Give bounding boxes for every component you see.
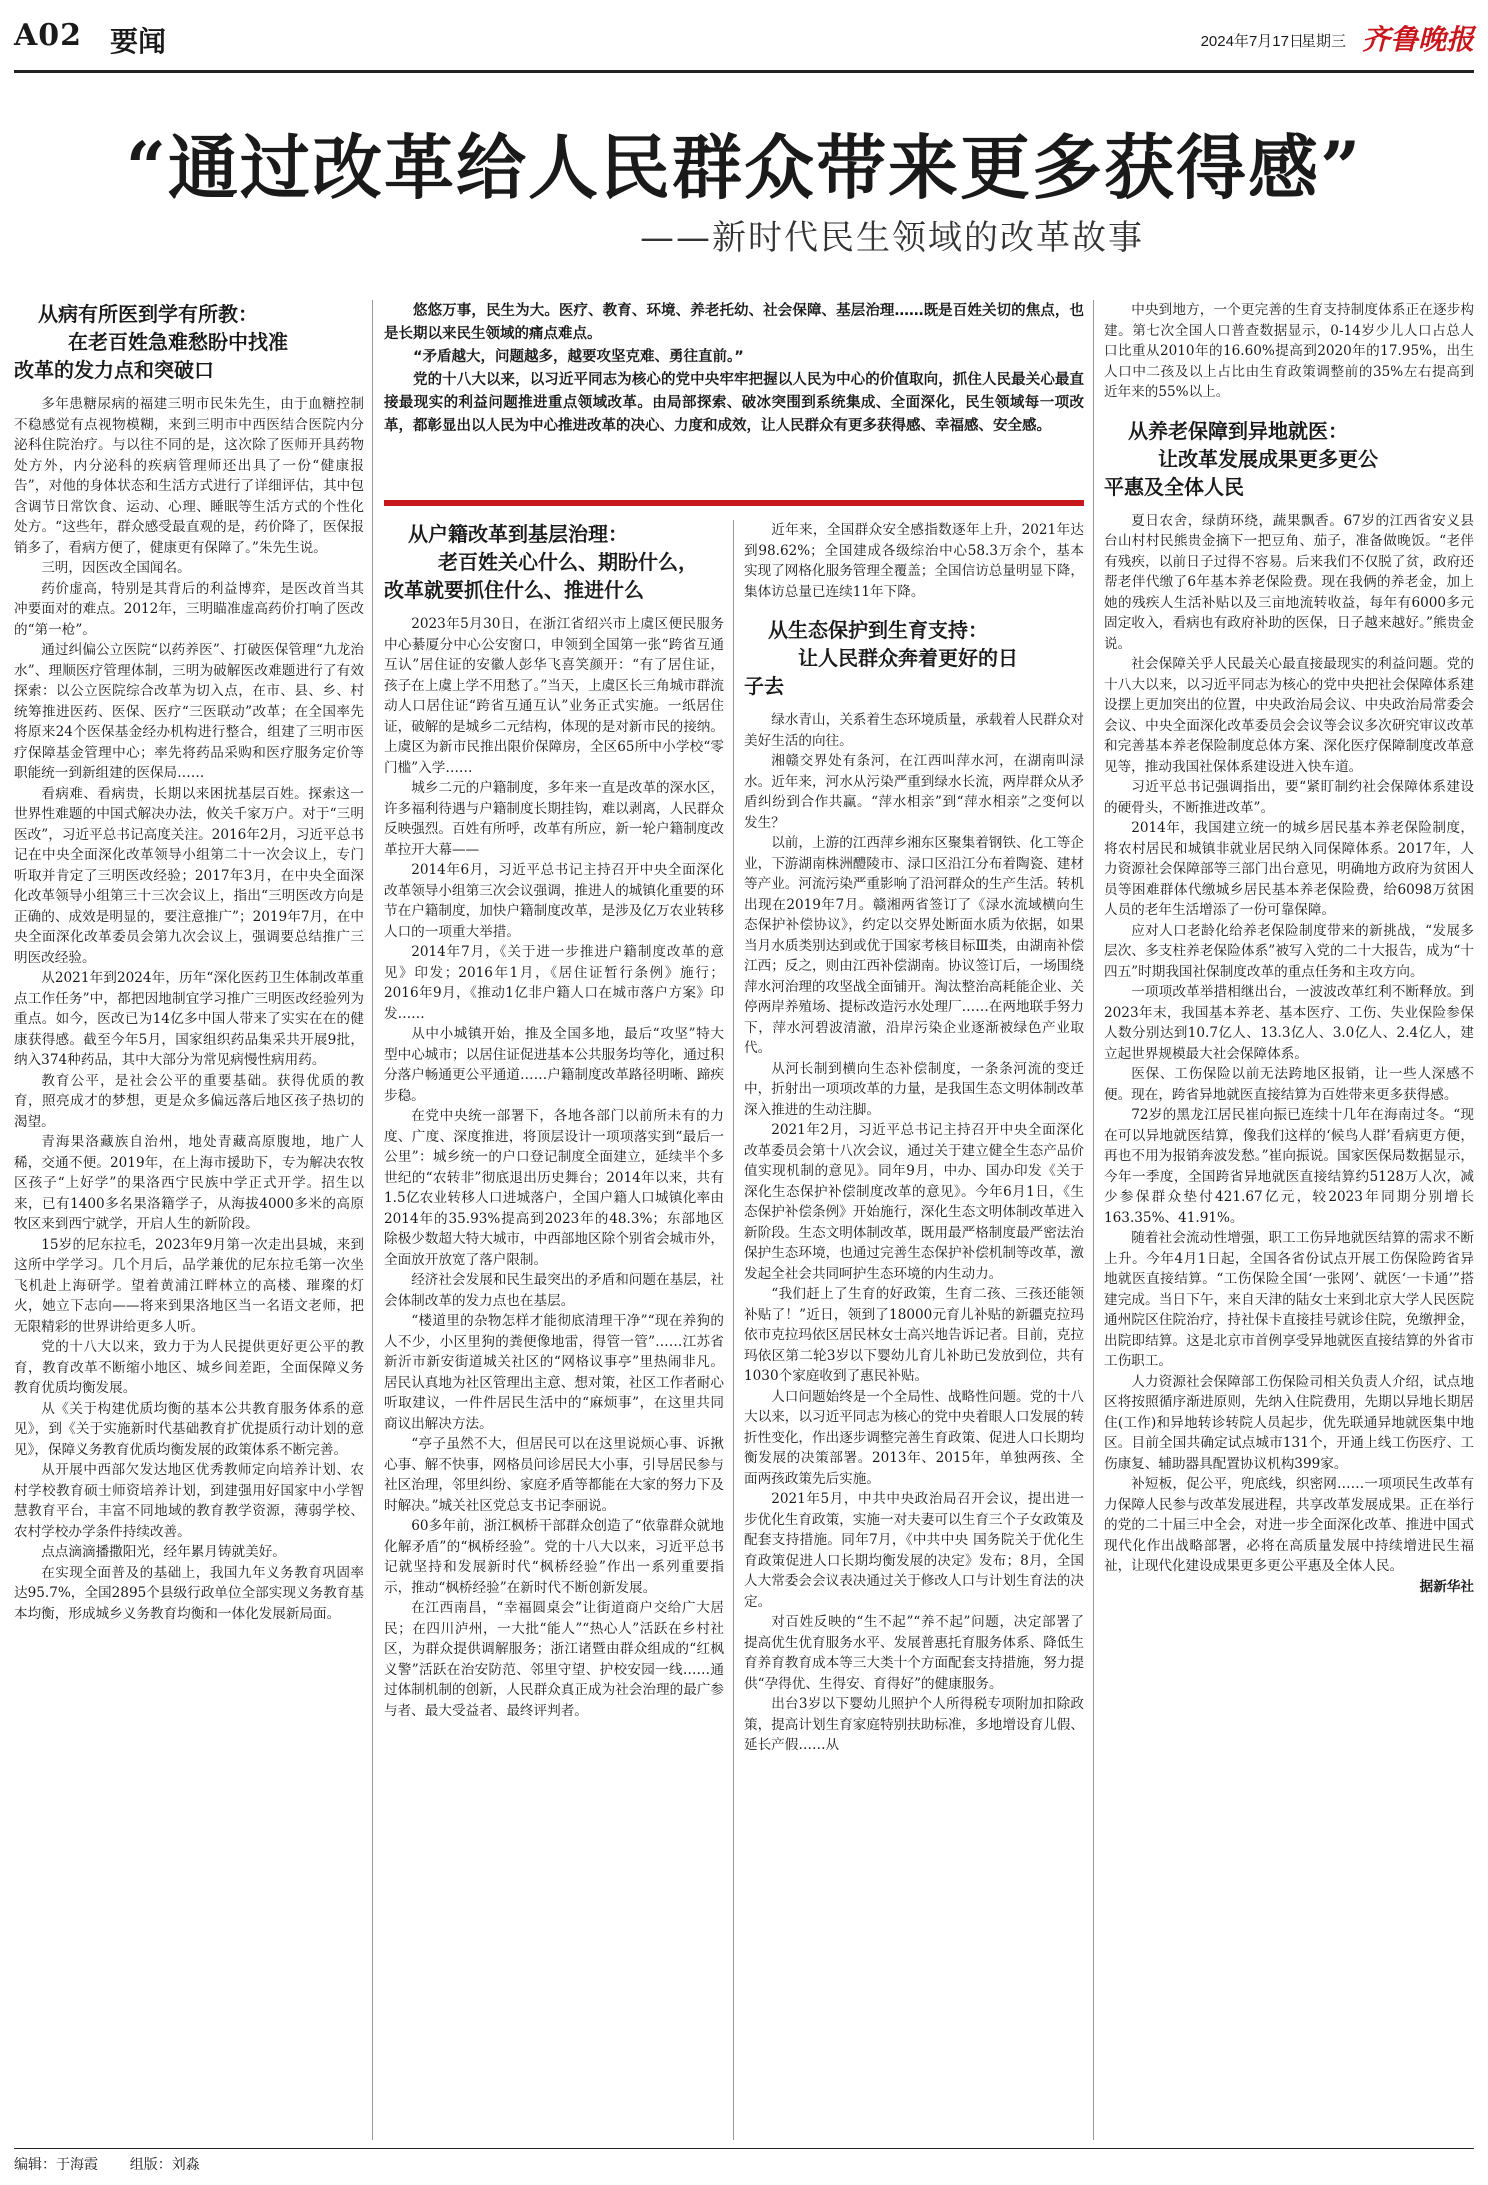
paragraph: 党的十八大以来，致力于为人民提供更好更公平的教育，教育改革不断缩小地区、城乡间差距，全面保障义务教育优质均衡发展。 xyxy=(14,1339,364,1396)
column-1 xyxy=(14,300,364,2140)
issue-weekday: 星期三 xyxy=(1300,33,1346,50)
column-2 xyxy=(384,520,724,2140)
paragraph: 一项项改革举措相继出台，一波波改革红利不断释放。到2023年末，我国基本养老、基本医疗、工伤、失业保险参保人数分别达到10.7亿人、13.3亿人、3.0亿人、2.4亿人，建立起世界规模最大社会保障体系。 xyxy=(1104,984,1474,1062)
paragraph: 通过纠偏公立医院“以药养医”、打破医保管理“九龙治水”、理顺医疗管理体制，三明为破解医改难题进行了有效探索：以公立医院综合改革为切入点，在市、县、乡、村统筹推进医药、医保、医疗“三医联动”改革；在全国率先将原来24个医保基金经办机构进行整合，组建了三明市医疗保障基金管理中心；率先将药品采购和医疗服务定价等职能统一到新组建的医保局…… xyxy=(14,642,364,781)
paragraph: “楼道里的杂物怎样才能彻底清理干净”“现在养狗的人不少，小区里狗的粪便像地雷，得管一管”……江苏省新沂市新安街道城关社区的“网格议事亭”里热闹非凡。居民认真地为社区管理出主意、想对策，社区工作者耐心听取建议，一件件居民生活中的“麻烦事”，在这里共同商议出解决方法。 xyxy=(384,1313,724,1432)
editor-credit: 编辑：于海霞 xyxy=(14,2156,98,2172)
paragraph: 多年患糖尿病的福建三明市民朱先生，由于血糖控制不稳感觉有点视物模糊，来到三明市中西医结合医院内分泌科住院治疗。与以往不同的是，这次除了医师开具药物处方外，内分泌科的疾病管理师还出具了一份“健康报告”，对他的身体状态和生活方式进行了详细评估，其中包含调节日常饮食、运动、心理、睡眠等生活方式的个性化处方。“这些年，群众感受最直观的是，药价降了，医保报销多了，看病方便了，健康更有保障了。”朱先生说。 xyxy=(14,396,364,556)
paragraph: 党的十八大以来，以习近平同志为核心的党中央牢牢把握以人民为中心的价值取向，抓住人民最关心最直接最现实的利益问题推进重点领域改革。由局部探索、破冰突围到系统集成、全面深化，民生领域每一项改革，都彰显出以人民为中心推进改革的决心、力度和成效，让人民群众有更多获得感、幸福感、安全感。 xyxy=(384,372,1084,434)
column-divider xyxy=(372,300,373,2140)
paragraph: 2021年2月，习近平总书记主持召开中央全面深化改革委员会第十八次会议，通过关于建立健全生态产品价值实现机制的意见》。同年9月，中办、国办印发《关于深化生态保护补偿制度改革的意见》。今年6月1日，《生态保护补偿条例》开始施行，深化生态文明体制改革进入新阶段。生态文明体制改革，既用最严格制度最严密法治保护生态环境，也通过完善生态保护补偿机制等改革，激发起全社会共同呵护生态环境的内生动力。 xyxy=(744,1122,1084,1282)
masthead xyxy=(14,8,1474,68)
paragraph: 随着社会流动性增强，职工工伤异地就医结算的需求不断上升。今年4月1日起，全国各省份试点开展工伤保险跨省异地就医直接结算。“工伤保险全国‘一张网’、就医‘一卡通’”搭建完成。当日下午，来自天津的陆女士来到北京大学人民医院通州院区住院治疗，持社保卡直接挂号就诊住院，免缴押金，出院即结算。这是北京市首例享受异地就医直接结算的外省市工伤职工。 xyxy=(1104,1230,1474,1369)
section-title-household-governance: 从户籍改革到基层治理： 老百姓关心什么、期盼什么， 改革就要抓住什么、推进什么 xyxy=(384,522,698,602)
article-paragraphs xyxy=(1104,300,1474,403)
paragraph: 人口问题始终是一个全局性、战略性问题。党的十八大以来，以习近平同志为核心的党中央着眼人口发展的转折性变化，作出逐步调整完善生育政策、促进人口长期均衡发展的决策部署。2013年、2015年，单独两孩、全面两孩政策先后实施。 xyxy=(744,1388,1084,1487)
paragraph: 中央到地方，一个更完善的生育支持制度体系正在逐步构建。第七次全国人口普查数据显示，0-14岁少儿人口占总人口比重从2010年的16.60%提高到2020年的17.95%，出生人口中二孩及以上占比由生育政策调整前的35%左右提高到近年来的55%以上。 xyxy=(1104,302,1474,400)
paragraph: 2014年，我国建立统一的城乡居民基本养老保险制度，将农村居民和城镇非就业居民纳入同保障体系。2017年，人力资源社会保障部等三部门出台意见，明确地方政府为贫困人员等困难群体代缴城乡居民基本养老保险费，给6098万贫困人员的老年生活增添了一份可靠保障。 xyxy=(1104,820,1474,918)
paragraph: 药价虚高，特别是其背后的利益博弈，是医改首当其冲要面对的难点。2012年，三明瞄准虚高药价打响了医改的“第一枪”。 xyxy=(14,580,364,638)
section-title-pension-medical: 从养老保障到异地就医： 让改革发展成果更多更公 平惠及全体人民 xyxy=(1104,418,1378,499)
article-paragraphs xyxy=(14,394,364,1624)
column-4 xyxy=(1104,300,1474,2140)
paragraph: 从《关于构建优质均衡的基本公共教育服务体系的意见》，到《关于实施新时代基础教育扩优提质行动计划的意见》，保障义务教育优质均衡发展的政策体系不断完善。 xyxy=(14,1400,364,1458)
column-divider xyxy=(733,520,734,2140)
paragraph: 社会保障关乎人民最关心最直接最现实的利益问题。党的十八大以来，以习近平同志为核心的党中央把社会保障体系建设摆上更加突出的位置，中央政治局会议、中央政治局常委会会议、中央全面深化改革委员会会议等会议多次研究审议改革和完善基本养老保险制度总体方案、深化医疗保障制度改革意见等，推动我国社保体系建设进入快车道。 xyxy=(1104,656,1474,775)
paragraph: 补短板，促公平，兜底线，织密网……一项项民生改革有力保障人民参与改革发展进程，共享改革发展成果。正在举行的党的二十届三中全会，对进一步全面深化改革、推进中国式现代化作出战略部署，必将在高质量发展中持续增进民生福祉，让现代化建设成果更多更公平惠及全体人民。 xyxy=(1104,1476,1474,1574)
paragraph: 应对人口老龄化给养老保险制度带来的新挑战，“发展多层次、多支柱养老保险体系”被写入党的二十大报告，成为“十四五”时期我国社保制度改革的重点任务和主攻方向。 xyxy=(1104,922,1474,980)
paragraph: 习近平总书记强调指出，要“紧盯制约社会保障体系建设的硬骨头，不断推进改革”。 xyxy=(1104,779,1474,816)
paragraph: “矛盾越大，问题越多，越要攻坚克难、勇往直前。” xyxy=(413,349,744,365)
paragraph: 近年来，全国群众安全感指数逐年上升，2021年达到98.62%；全国建成各级综治中心58.3万余个，基本实现了网格化服务管理全覆盖；全国信访总量明显下降，集体访总量已连续11年下降。 xyxy=(744,522,1084,600)
paragraph: 60多年前，浙江枫桥干部群众创造了“依靠群众就地化解矛盾”的“枫桥经验”。党的十八大以来，习近平总书记就坚持和发展新时代“枫桥经验”作出一系列重要指示，推动“枫桥经验”在新时代不断创新发展。 xyxy=(384,1518,724,1596)
paragraph: 三明，因医改全国闻名。 xyxy=(41,560,191,576)
paragraph: 看病难、看病贵，长期以来困扰基层百姓。探索这一世界性难题的中国式解决办法，攸关千家万户。对于“三明医改”，习近平总书记高度关注。2016年2月，习近平总书记在中央全面深化改革领导小组第二十一次会议上，专门听取并肯定了三明医改经验；2017年3月，在中央全面深化改革领导小组第三十三次会议上，指出“三明医改方向是正确的、成效是明显的，要注意推广”；2019年7月，在中央全面深化改革委员会第九次会议上，强调要总结推广三明医改经验。 xyxy=(14,785,364,966)
header-rule xyxy=(14,70,1474,73)
paragraph: 从开展中西部欠发达地区优秀教师定向培养计划、农村学校教育硕士师资培养计划，到建强用好国家中小学智慧教育平台，丰富不同地域的教育教学资源，薄弱学校、农村学校办学条件持续改善。 xyxy=(14,1462,364,1540)
section-title-ecology-childbirth: 从生态保护到生育支持： 让人民群众奔着更好的日 子去 xyxy=(744,618,1018,698)
paragraph: 2014年6月，习近平总书记主持召开中央全面深化改革领导小组第三次会议强调，推进人的城镇化重要的环节在户籍制度，加快户籍制度改革，是涉及亿万农业转移人口的一项重大举措。 xyxy=(384,862,724,940)
paragraph: 在党中央统一部署下，各地各部门以前所未有的力度、广度、深度推进，将顶层设计一项项落实到“最后一公里”：城乡统一的户口登记制度全面建立，延续半个多世纪的“农转非”彻底退出历史舞台；2014年以来，共有1.5亿农业转移人口进城落户，全国户籍人口城镇化率由2014年的35.93%提高到2023年的48.3%；东部地区除极少数超大特大城市，中西部地区除个别省会城市外，全面放开放宽了落户限制。 xyxy=(384,1108,724,1268)
paragraph: 教育公平，是社会公平的重要基础。获得优质的教育，照亮成才的梦想，更是众多偏远落后地区孩子热切的渴望。 xyxy=(14,1072,364,1130)
newspaper-logo: 齐鲁晚报 xyxy=(1361,23,1474,56)
paragraph: 在江西南昌，“幸福圆桌会”让街道商户交给广大居民；在四川泸州，一大批“能人”“热心人”活跃在乡村社区，为群众提供调解服务；浙江诸暨由群众组成的“红枫义警”活跃在治安防范、邻里守望、护校安园一线……通过体制机制的创新，人民群众真正成为社会治理的最广参与者、最大受益者、最终评判者。 xyxy=(384,1600,724,1719)
issue-date: 2024年7月17日 xyxy=(1200,33,1304,50)
paragraph: 青海果洛藏族自治州，地处青藏高原腹地，地广人稀，交通不便。2019年，在上海市援助下，专为解决农牧区孩子“上好学”的果洛西宁民族中学正式开学。招生以来，已有1400多名果洛籍学子，从海拔4000多米的高原牧区来到西宁就学，开启人生的新阶段。 xyxy=(14,1134,364,1232)
paragraph: 夏日农舍，绿荫环绕，蔬果飘香。67岁的江西省安义县台山村村民熊贵金摘下一把豆角、茄子，准备做晚饭。“老伴有残疾，以前日子过得不容易。后来我们不仅脱了贫，政府还帮老伴代缴了6年基本养老保险费。现在我俩的养老金，加上她的残疾人生活补贴以及三亩地流转收益，每年有6000多元固定收入，看病也有政府补助的医保，日子越来越好。”熊贵金说。 xyxy=(1104,512,1474,652)
column-divider xyxy=(1093,300,1094,2140)
article-paragraphs xyxy=(1104,511,1474,1577)
paragraph: 人力资源社会保障部工伤保险司相关负责人介绍，试点地区将按照循序渐进原则，先纳入住院费用，先期以异地长期居住(工作)和异地转诊转院人员起步，优先联通异地就医集中地区。目前全国共确定试点城市131个，开通上线工伤医疗、工伤康复、辅助器具配置协议机构399家。 xyxy=(1104,1373,1474,1472)
article-lead xyxy=(384,300,1084,495)
article-paragraphs xyxy=(744,710,1084,1756)
paragraph: 从2021年到2024年，历年“深化医药卫生体制改革重点工作任务”中，都把因地制宜学习推广三明医改经验列为重点。如今，医改已为14亿多中国人带来了实实在在的健康获得感。截至今年5月，国家组织药品集采共开展9批，纳入374种药品，其中大部分为常见病慢性病用药。 xyxy=(14,970,364,1068)
source-credit: 据新华社 xyxy=(1419,1578,1474,1595)
page-number: A02 xyxy=(14,18,83,53)
article-paragraphs xyxy=(384,614,724,1721)
headline: “通过改革给人民群众带来更多获得感” xyxy=(125,126,1363,209)
paragraph: 2014年7月，《关于进一步推进户籍制度改革的意见》印发；2016年1月，《居住证暂行条例》施行；2016年9月，《推动1亿非户籍人口在城市落户方案》印发…… xyxy=(384,944,724,1022)
paragraph: 绿水青山，关系着生态环境质量，承载着人民群众对美好生活的向往。 xyxy=(744,712,1084,749)
paragraph: 2023年5月30日，在浙江省绍兴市上虞区便民服务中心綦厦分中心公安窗口，申领到全国第一张“跨省互通互认”居住证的安徽人彭华飞喜笑颜开：“有了居住证，孩子在上虞上学不用愁了。”当天，上虞区长三角城市群流动人口居住证“跨省互通互认”业务正式实施。一纸居住证，破解的是城乡二元结构，体现的是对新市民的接纳。上虞区为新市民推出限价保障房，全区65所中小学校“零门槛”入学…… xyxy=(384,616,724,776)
paragraph: 对百姓反映的“生不起”“养不起”问题，决定部署了提高优生优育服务水平、发展普惠托育服务体系、降低生育养育教育成本等三大类十个方面配套支持措施，努力提供“孕得优、生得安、育得好”的健康服务。 xyxy=(744,1614,1084,1692)
article-paragraphs xyxy=(744,520,1084,602)
column-3 xyxy=(744,520,1084,2140)
paragraph: 城乡二元的户籍制度，多年来一直是改革的深水区，许多福利待遇与户籍制度长期挂钩，难以剥离，人民群众反映强烈。百姓有所呼，改革有所应，新一轮户籍制度改革拉开大幕—— xyxy=(384,780,724,858)
paragraph: 从中小城镇开始，推及全国多地，最后“攻坚”特大型中心城市；以居住证促进基本公共服务均等化，通过积分落户畅通更公平通道……户籍制度改革路径明晰、蹄疾步稳。 xyxy=(384,1026,724,1104)
paragraph: 15岁的尼东拉毛，2023年9月第一次走出县城，来到这所中学学习。几个月后，品学兼优的尼东拉毛第一次坐飞机赴上海研学。望着黄浦江畔林立的高楼、璀璨的灯火，她立下志向——将来到果洛地区当一名语文老师，把无限精彩的世界讲给更多人听。 xyxy=(14,1236,364,1335)
paragraph: 从河长制到横向生态补偿制度，一条条河流的变迁中，折射出一项项改革的力量，是我国生态文明体制改革深入推进的生动注脚。 xyxy=(744,1060,1084,1118)
paragraph: “亭子虽然不大，但居民可以在这里说烦心事、诉揪心事、解不快事，网格员问诊居民大小事，引导居民参与社区治理，邻里纠纷、家庭矛盾等都能在大家的努力下及时解决。”城关社区党总支书记李丽说。 xyxy=(384,1436,724,1514)
page-footer xyxy=(14,2154,200,2174)
layout-credit: 组版：刘淼 xyxy=(129,2156,200,2172)
paragraph: 点点滴滴播撒阳光，经年累月铸就美好。 xyxy=(41,1544,286,1560)
paragraph: 医保、工伤保险以前无法跨地区报销，让一些人深感不便。现在，跨省异地就医直接结算为百姓带来更多获得感。 xyxy=(1104,1066,1474,1103)
paragraph: 72岁的黑龙江居民崔向振已连续十几年在海南过冬。“现在可以异地就医结算，像我们这样的‘候鸟人群’看病更方便，再也不用为报销奔波发愁。”崔向振说。国家医保局数据显示，今年一季度，全国跨省异地就医直接结算约5128万人次，减少参保群众垫付421.67亿元，较2023年同期分别增长163.35%、41.91%。 xyxy=(1104,1107,1474,1226)
lead-red-bar xyxy=(384,500,1084,506)
section-title-healthcare-education: 从病有所医到学有所教： 在老百姓急难愁盼中找准 改革的发力点和突破口 xyxy=(14,302,288,382)
paragraph: 2021年5月，中共中央政治局召开会议，提出进一步优化生育政策，实施一对夫妻可以生育三个子女政策及配套支持措施。同年7月，《中共中央 国务院关于优化生育政策促进人口长期均衡发展的决定》发布；8月，全国人大常委会会议表决通过关于修改人口与计划生育法的决定。 xyxy=(744,1491,1084,1610)
paragraph: 湘赣交界处有条河，在江西叫萍水河，在湖南叫渌水。近年来，河水从污染严重到绿水长流，两岸群众从矛盾纠纷到合作共赢。“萍水相亲”到“萍水相亲”之变何以发生？ xyxy=(744,753,1084,831)
subheadline: ——新时代民生领域的改革故事 xyxy=(640,218,1144,258)
paragraph: 经济社会发展和民生最突出的矛盾和问题在基层，社会体制改革的发力点也在基层。 xyxy=(384,1272,724,1309)
paragraph: 出台3岁以下婴幼儿照护个人所得税专项附加扣除政策，提高计划生育家庭特别扶助标准，多地增设育儿假、延长产假……从 xyxy=(744,1696,1084,1753)
paragraph: 在实现全面普及的基础上，我国九年义务教育巩固率达95.7%，全国2895个县级行政单位全部实现义务教育基本均衡，形成城乡义务教育均衡和一体化发展新局面。 xyxy=(14,1564,364,1622)
footer-rule xyxy=(14,2148,1474,2149)
section-name: 要闻 xyxy=(110,25,167,58)
paragraph: 悠悠万事，民生为大。医疗、教育、环境、养老托幼、社会保障、基层治理……既是百姓关切的焦点，也是长期以来民生领域的痛点难点。 xyxy=(384,303,1084,342)
paragraph: “我们赶上了生育的好政策，生育二孩、三孩还能领补贴了！”近日，领到了18000元育儿补贴的新疆克拉玛依市克拉玛依区居民林女士高兴地告诉记者。目前，克拉玛依区第二轮3岁以下婴幼儿育儿补助已发放到位，共有1030个家庭收到了惠民补贴。 xyxy=(744,1286,1084,1384)
paragraph: 以前，上游的江西萍乡湘东区聚集着钢铁、化工等企业，下游湖南株洲醴陵市、渌口区沿江分布着陶瓷、建材等产业。河流污染严重影响了沿河群众的生产生活。转机出现在2019年7月。赣湘两省签订了《渌水流域横向生态保护补偿协议》，约定以交界处断面水质为依据，如果当月水质类别达到或优于国家考核目标Ⅲ类，由湖南补偿江西；反之，则由江西补偿湖南。协议签订后，一场围绕萍水河治理的攻坚战全面铺开。淘汰整治高耗能企业、关停两岸养殖场、提标改造污水处理厂……在两地联手努力下，萍水河碧波清澈，沿岸污染企业逐渐被绿色产业取代。 xyxy=(744,835,1084,1056)
